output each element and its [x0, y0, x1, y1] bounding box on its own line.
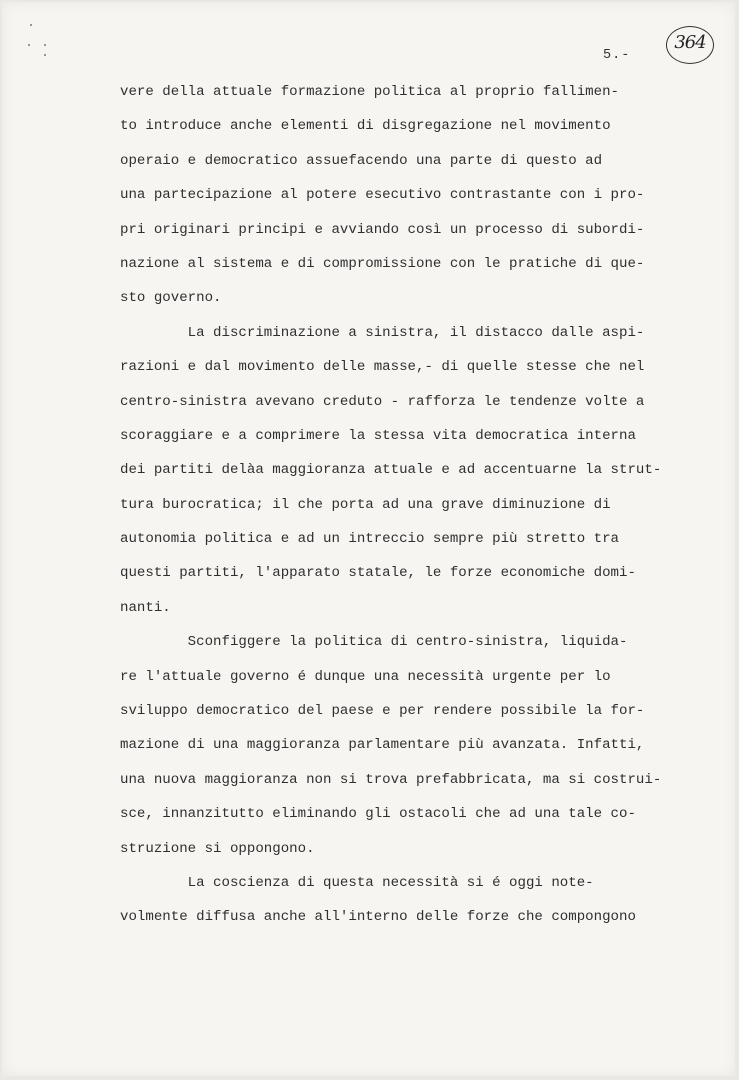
text-line: nazione al sistema e di compromissione con le pratiche di que-	[120, 255, 645, 272]
text-line: vere della attuale formazione politica al proprio fallimen-	[120, 84, 619, 100]
text-line: razioni e dal movimento delle masse,- di quelle stesse che nel	[120, 359, 645, 376]
stamp-number: 364	[674, 32, 706, 53]
text-line: operaio e democratico assuefacendo una parte di questo ad	[120, 152, 603, 169]
text-line: sce, innanzitutto eliminando gli ostacoli che ad una tale co-	[120, 806, 636, 823]
text-line: una nuova maggioranza non si trova prefabbricata, ma si costrui-	[120, 771, 662, 788]
text-line: mazione di una maggioranza parlamentare più avanzata. Infatti,	[120, 737, 645, 754]
text-line: centro-sinistra avevano creduto - rafforza le tendenze volte a	[120, 393, 645, 410]
speck	[30, 24, 32, 26]
text-line: una partecipazione al potere esecutivo contrastante con i pro-	[120, 187, 645, 204]
margin-specks	[28, 24, 58, 64]
speck	[44, 44, 46, 46]
text-line: volmente diffusa anche all'interno delle forze che compongono	[120, 909, 636, 926]
text-line: to introduce anche elementi di disgregazione nel movimento	[120, 118, 611, 135]
text-line: Sconfiggere la politica di centro-sinistra, liquida-	[120, 634, 628, 651]
text-line: sto governo.	[120, 290, 222, 307]
text-line: autonomia politica e ad un intreccio sempre più stretto tra	[120, 531, 619, 548]
document-page	[2, 2, 735, 1076]
text-line: questi partiti, l'apparato statale, le forze economiche domi-	[120, 565, 636, 582]
archive-stamp	[666, 26, 714, 64]
text-line: scoraggiare e a comprimere la stessa vita democratica interna	[120, 427, 636, 444]
text-line: re l'attuale governo é dunque una necessità urgente per lo	[120, 668, 611, 685]
text-line: struzione si oppongono.	[120, 840, 315, 857]
text-line: tura burocratica; il che porta ad una grave diminuzione di	[120, 496, 611, 513]
speck	[28, 44, 30, 46]
text-line: sviluppo democratico del paese e per rendere possibile la for-	[120, 703, 645, 720]
speck	[44, 54, 46, 56]
text-line: nanti.	[120, 599, 171, 616]
text-line: dei partiti delàa maggioranza attuale e ad accentuarne la strut-	[120, 462, 662, 479]
text-line: La discriminazione a sinistra, il distacco dalle aspi-	[120, 324, 645, 341]
body-text	[120, 80, 680, 940]
text-line: La coscienza di questa necessità si é oggi note-	[120, 874, 594, 891]
page-number: 5.-	[603, 48, 631, 63]
text-line: pri originari principi e avviando così un processo di subordi-	[120, 221, 645, 238]
